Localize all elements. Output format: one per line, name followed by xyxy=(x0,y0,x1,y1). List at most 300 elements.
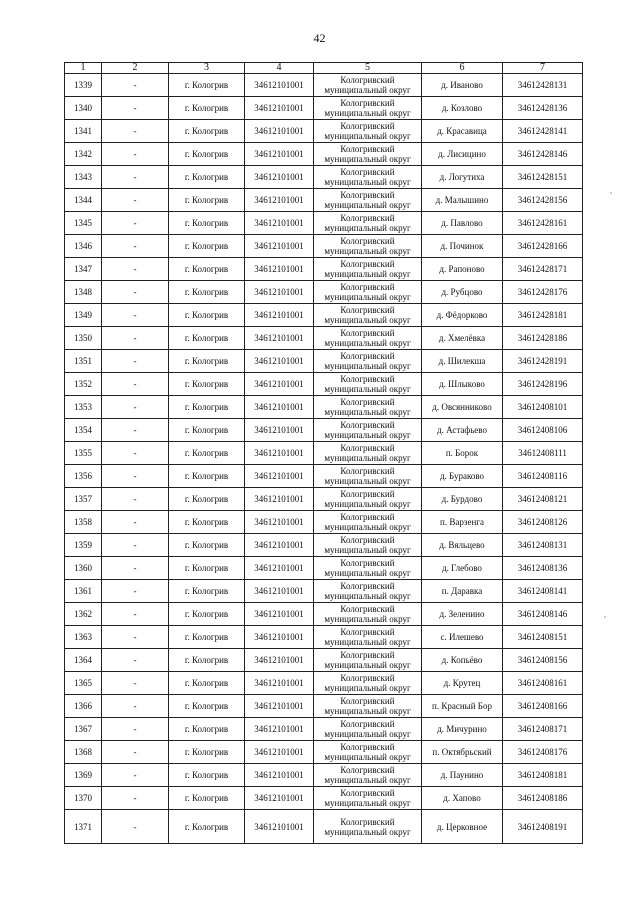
district-cell xyxy=(314,235,422,258)
row-dash: - xyxy=(102,557,169,580)
district-type: муниципальный округ xyxy=(324,108,411,118)
row-dash: - xyxy=(102,212,169,235)
district-name: Кологривский xyxy=(340,121,395,131)
code-cell: 34612101001 xyxy=(245,281,314,304)
table-row xyxy=(65,304,583,327)
settlement-cell: д. Лисицино xyxy=(422,143,503,166)
settlement-cell: д. Овсянниково xyxy=(422,396,503,419)
row-dash: - xyxy=(102,304,169,327)
row-number: 1341 xyxy=(65,120,102,143)
okato-cell: 34612408141 xyxy=(503,580,583,603)
city-cell: г. Кологрив xyxy=(169,488,245,511)
code-cell: 34612101001 xyxy=(245,419,314,442)
row-dash: - xyxy=(102,189,169,212)
district-name: Кологривский xyxy=(340,236,395,246)
city-cell: г. Кологрив xyxy=(169,327,245,350)
row-number: 1350 xyxy=(65,327,102,350)
row-number: 1370 xyxy=(65,787,102,810)
city-cell: г. Кологрив xyxy=(169,97,245,120)
table-row xyxy=(65,764,583,787)
table-row xyxy=(65,258,583,281)
district-type: муниципальный округ xyxy=(324,315,411,325)
row-number: 1339 xyxy=(65,74,102,97)
row-number: 1340 xyxy=(65,97,102,120)
row-dash: - xyxy=(102,511,169,534)
district-cell xyxy=(314,787,422,810)
okato-cell: 34612408181 xyxy=(503,764,583,787)
row-dash: - xyxy=(102,166,169,189)
district-name: Кологривский xyxy=(340,75,395,85)
table-row xyxy=(65,718,583,741)
okato-cell: 34612408126 xyxy=(503,511,583,534)
row-dash: - xyxy=(102,695,169,718)
district-cell xyxy=(314,672,422,695)
row-number: 1346 xyxy=(65,235,102,258)
header-row xyxy=(65,63,583,74)
settlement-cell: д. Зеленино xyxy=(422,603,503,626)
district-type: муниципальный округ xyxy=(324,499,411,509)
district-cell xyxy=(314,281,422,304)
code-cell: 34612101001 xyxy=(245,603,314,626)
code-cell: 34612101001 xyxy=(245,327,314,350)
district-cell xyxy=(314,189,422,212)
settlement-cell: д. Фёдорково xyxy=(422,304,503,327)
district-name: Кологривский xyxy=(340,98,395,108)
settlement-cell: д. Бурдово xyxy=(422,488,503,511)
city-cell: г. Кологрив xyxy=(169,603,245,626)
settlement-cell: д. Астафьево xyxy=(422,419,503,442)
column-header: 5 xyxy=(314,63,422,74)
district-type: муниципальный округ xyxy=(324,522,411,532)
district-type: муниципальный округ xyxy=(324,131,411,141)
code-cell: 34612101001 xyxy=(245,189,314,212)
row-number: 1369 xyxy=(65,764,102,787)
column-header: 3 xyxy=(169,63,245,74)
table-row xyxy=(65,74,583,97)
district-name: Кологривский xyxy=(340,788,395,798)
district-name: Кологривский xyxy=(340,328,395,338)
settlement-cell: д. Логутиха xyxy=(422,166,503,189)
district-type: муниципальный округ xyxy=(324,591,411,601)
okato-cell: 34612408121 xyxy=(503,488,583,511)
table-row xyxy=(65,143,583,166)
district-type: муниципальный округ xyxy=(324,200,411,210)
row-dash: - xyxy=(102,281,169,304)
city-cell: г. Кологрив xyxy=(169,718,245,741)
okato-cell: 34612428191 xyxy=(503,350,583,373)
row-number: 1353 xyxy=(65,396,102,419)
table-row xyxy=(65,419,583,442)
district-cell xyxy=(314,511,422,534)
district-name: Кологривский xyxy=(340,558,395,568)
okato-cell: 34612428171 xyxy=(503,258,583,281)
city-cell: г. Кологрив xyxy=(169,764,245,787)
code-cell: 34612101001 xyxy=(245,488,314,511)
okato-cell: 34612428146 xyxy=(503,143,583,166)
row-number: 1360 xyxy=(65,557,102,580)
city-cell: г. Кологрив xyxy=(169,511,245,534)
city-cell: г. Кологрив xyxy=(169,304,245,327)
code-cell: 34612101001 xyxy=(245,626,314,649)
settlement-cell: д. Павлово xyxy=(422,212,503,235)
row-number: 1345 xyxy=(65,212,102,235)
row-dash: - xyxy=(102,580,169,603)
code-cell: 34612101001 xyxy=(245,718,314,741)
row-dash: - xyxy=(102,258,169,281)
table-row xyxy=(65,212,583,235)
settlement-cell: п. Борок xyxy=(422,442,503,465)
table-row xyxy=(65,327,583,350)
settlement-cell: д. Церковное xyxy=(422,810,503,844)
district-cell xyxy=(314,626,422,649)
table-row xyxy=(65,511,583,534)
page-number: 42 xyxy=(313,31,326,45)
district-name: Кологривский xyxy=(340,420,395,430)
district-cell xyxy=(314,741,422,764)
okato-cell: 34612408171 xyxy=(503,718,583,741)
district-type: муниципальный округ xyxy=(324,545,411,555)
district-cell xyxy=(314,649,422,672)
table-row xyxy=(65,189,583,212)
settlement-cell: д. Шлыково xyxy=(422,373,503,396)
okato-cell: 34612428141 xyxy=(503,120,583,143)
settlement-cell: д. Хапово xyxy=(422,787,503,810)
row-number: 1356 xyxy=(65,465,102,488)
row-number: 1363 xyxy=(65,626,102,649)
code-cell: 34612101001 xyxy=(245,166,314,189)
city-cell: г. Кологрив xyxy=(169,649,245,672)
row-dash: - xyxy=(102,350,169,373)
row-dash: - xyxy=(102,442,169,465)
row-number: 1365 xyxy=(65,672,102,695)
city-cell: г. Кологрив xyxy=(169,396,245,419)
table-row xyxy=(65,235,583,258)
table-row xyxy=(65,695,583,718)
settlement-cell: д. Глебово xyxy=(422,557,503,580)
district-cell xyxy=(314,580,422,603)
row-number: 1361 xyxy=(65,580,102,603)
table-row xyxy=(65,649,583,672)
city-cell: г. Кологрив xyxy=(169,741,245,764)
city-cell: г. Кологрив xyxy=(169,672,245,695)
city-cell: г. Кологрив xyxy=(169,557,245,580)
code-cell: 34612101001 xyxy=(245,442,314,465)
district-type: муниципальный округ xyxy=(324,223,411,233)
district-name: Кологривский xyxy=(340,443,395,453)
district-type: муниципальный округ xyxy=(324,384,411,394)
okato-cell: 34612408151 xyxy=(503,626,583,649)
row-dash: - xyxy=(102,649,169,672)
settlement-cell: д. Бураково xyxy=(422,465,503,488)
row-dash: - xyxy=(102,672,169,695)
code-cell: 34612101001 xyxy=(245,764,314,787)
city-cell: г. Кологрив xyxy=(169,350,245,373)
district-name: Кологривский xyxy=(340,673,395,683)
district-type: муниципальный округ xyxy=(324,683,411,693)
code-cell: 34612101001 xyxy=(245,810,314,844)
okato-cell: 34612428186 xyxy=(503,327,583,350)
code-cell: 34612101001 xyxy=(245,143,314,166)
city-cell: г. Кологрив xyxy=(169,580,245,603)
okato-cell: 34612428156 xyxy=(503,189,583,212)
row-number: 1343 xyxy=(65,166,102,189)
row-dash: - xyxy=(102,235,169,258)
district-type: муниципальный округ xyxy=(324,154,411,164)
okato-cell: 34612408161 xyxy=(503,672,583,695)
district-name: Кологривский xyxy=(340,282,395,292)
row-number: 1358 xyxy=(65,511,102,534)
table-row xyxy=(65,603,583,626)
district-type: муниципальный округ xyxy=(324,798,411,808)
district-cell xyxy=(314,557,422,580)
row-dash: - xyxy=(102,810,169,844)
district-name: Кологривский xyxy=(340,190,395,200)
district-name: Кологривский xyxy=(340,604,395,614)
district-name: Кологривский xyxy=(340,374,395,384)
okato-cell: 34612408136 xyxy=(503,557,583,580)
row-dash: - xyxy=(102,373,169,396)
district-cell xyxy=(314,97,422,120)
city-cell: г. Кологрив xyxy=(169,235,245,258)
row-number: 1342 xyxy=(65,143,102,166)
okato-cell: 34612408146 xyxy=(503,603,583,626)
settlement-cell: д. Шилекша xyxy=(422,350,503,373)
district-name: Кологривский xyxy=(340,742,395,752)
code-cell: 34612101001 xyxy=(245,695,314,718)
row-dash: - xyxy=(102,120,169,143)
district-cell xyxy=(314,327,422,350)
row-number: 1367 xyxy=(65,718,102,741)
row-number: 1371 xyxy=(65,810,102,844)
city-cell: г. Кологрив xyxy=(169,258,245,281)
row-number: 1351 xyxy=(65,350,102,373)
row-number: 1344 xyxy=(65,189,102,212)
okato-cell: 34612428161 xyxy=(503,212,583,235)
table-row xyxy=(65,672,583,695)
code-cell: 34612101001 xyxy=(245,787,314,810)
okato-cell: 34612428176 xyxy=(503,281,583,304)
district-cell xyxy=(314,603,422,626)
district-name: Кологривский xyxy=(340,627,395,637)
district-type: муниципальный округ xyxy=(324,177,411,187)
row-number: 1362 xyxy=(65,603,102,626)
district-cell xyxy=(314,212,422,235)
district-type: муниципальный округ xyxy=(324,292,411,302)
code-cell: 34612101001 xyxy=(245,258,314,281)
code-cell: 34612101001 xyxy=(245,212,314,235)
okato-cell: 34612408106 xyxy=(503,419,583,442)
row-dash: - xyxy=(102,419,169,442)
settlements-table xyxy=(64,62,583,844)
row-dash: - xyxy=(102,764,169,787)
okato-cell: 34612428196 xyxy=(503,373,583,396)
settlement-cell: п. Даравка xyxy=(422,580,503,603)
district-type: муниципальный округ xyxy=(324,453,411,463)
row-number: 1349 xyxy=(65,304,102,327)
row-dash: - xyxy=(102,143,169,166)
district-name: Кологривский xyxy=(340,719,395,729)
city-cell: г. Кологрив xyxy=(169,143,245,166)
code-cell: 34612101001 xyxy=(245,396,314,419)
city-cell: г. Кологрив xyxy=(169,442,245,465)
district-type: муниципальный округ xyxy=(324,361,411,371)
code-cell: 34612101001 xyxy=(245,672,314,695)
row-number: 1347 xyxy=(65,258,102,281)
district-cell xyxy=(314,419,422,442)
row-number: 1357 xyxy=(65,488,102,511)
settlement-cell: д. Красавица xyxy=(422,120,503,143)
settlement-cell: п. Красный Бор xyxy=(422,695,503,718)
district-type: муниципальный округ xyxy=(324,407,411,417)
row-number: 1359 xyxy=(65,534,102,557)
district-cell xyxy=(314,465,422,488)
settlement-cell: д. Копьёво xyxy=(422,649,503,672)
table-row xyxy=(65,97,583,120)
district-name: Кологривский xyxy=(340,489,395,499)
district-type: муниципальный округ xyxy=(324,85,411,95)
district-cell xyxy=(314,534,422,557)
okato-cell: 34612428131 xyxy=(503,74,583,97)
district-cell xyxy=(314,396,422,419)
settlement-cell: д. Малышино xyxy=(422,189,503,212)
settlement-cell: п. Октябрьский xyxy=(422,741,503,764)
okato-cell: 34612408111 xyxy=(503,442,583,465)
code-cell: 34612101001 xyxy=(245,511,314,534)
code-cell: 34612101001 xyxy=(245,304,314,327)
city-cell: г. Кологрив xyxy=(169,120,245,143)
district-cell xyxy=(314,810,422,844)
row-dash: - xyxy=(102,718,169,741)
city-cell: г. Кологрив xyxy=(169,534,245,557)
row-dash: - xyxy=(102,327,169,350)
table-row xyxy=(65,626,583,649)
table-row xyxy=(65,373,583,396)
district-cell xyxy=(314,488,422,511)
row-dash: - xyxy=(102,741,169,764)
settlement-cell: с. Илешево xyxy=(422,626,503,649)
okato-cell: 34612408101 xyxy=(503,396,583,419)
table-row xyxy=(65,281,583,304)
city-cell: г. Кологрив xyxy=(169,787,245,810)
table-row xyxy=(65,534,583,557)
row-number: 1368 xyxy=(65,741,102,764)
city-cell: г. Кологрив xyxy=(169,281,245,304)
district-name: Кологривский xyxy=(340,259,395,269)
district-name: Кологривский xyxy=(340,305,395,315)
district-name: Кологривский xyxy=(340,816,395,827)
table-row xyxy=(65,557,583,580)
district-type: муниципальный округ xyxy=(324,660,411,670)
settlement-cell: д. Хмелёвка xyxy=(422,327,503,350)
row-number: 1364 xyxy=(65,649,102,672)
district-type: муниципальный округ xyxy=(324,246,411,256)
table-row xyxy=(65,120,583,143)
district-type: муниципальный округ xyxy=(324,706,411,716)
city-cell: г. Кологрив xyxy=(169,212,245,235)
row-dash: - xyxy=(102,465,169,488)
district-cell xyxy=(314,304,422,327)
row-dash: - xyxy=(102,787,169,810)
table-row xyxy=(65,741,583,764)
city-cell: г. Кологрив xyxy=(169,810,245,844)
okato-cell: 34612408176 xyxy=(503,741,583,764)
row-dash: - xyxy=(102,534,169,557)
code-cell: 34612101001 xyxy=(245,580,314,603)
table-row xyxy=(65,166,583,189)
settlement-cell: д. Вяльцево xyxy=(422,534,503,557)
okato-cell: 34612408131 xyxy=(503,534,583,557)
district-name: Кологривский xyxy=(340,581,395,591)
okato-cell: 34612408156 xyxy=(503,649,583,672)
city-cell: г. Кологрив xyxy=(169,74,245,97)
table-row xyxy=(65,810,583,844)
code-cell: 34612101001 xyxy=(245,534,314,557)
district-type: муниципальный округ xyxy=(324,637,411,647)
okato-cell: 34612428136 xyxy=(503,97,583,120)
district-cell xyxy=(314,166,422,189)
code-cell: 34612101001 xyxy=(245,74,314,97)
district-cell xyxy=(314,120,422,143)
district-name: Кологривский xyxy=(340,650,395,660)
column-header: 2 xyxy=(102,63,169,74)
row-dash: - xyxy=(102,97,169,120)
okato-cell: 34612428151 xyxy=(503,166,583,189)
district-cell xyxy=(314,718,422,741)
district-name: Кологривский xyxy=(340,167,395,177)
district-type: муниципальный округ xyxy=(324,729,411,739)
code-cell: 34612101001 xyxy=(245,97,314,120)
district-cell xyxy=(314,442,422,465)
settlement-cell: д. Рапоново xyxy=(422,258,503,281)
district-name: Кологривский xyxy=(340,512,395,522)
scan-speck xyxy=(610,192,612,194)
code-cell: 34612101001 xyxy=(245,649,314,672)
code-cell: 34612101001 xyxy=(245,120,314,143)
district-cell xyxy=(314,143,422,166)
district-type: муниципальный округ xyxy=(324,430,411,440)
district-cell xyxy=(314,695,422,718)
district-type: муниципальный округ xyxy=(324,614,411,624)
city-cell: г. Кологрив xyxy=(169,695,245,718)
okato-cell: 34612408186 xyxy=(503,787,583,810)
district-name: Кологривский xyxy=(340,466,395,476)
okato-cell: 34612428166 xyxy=(503,235,583,258)
column-header: 7 xyxy=(503,63,583,74)
district-type: муниципальный округ xyxy=(324,752,411,762)
row-dash: - xyxy=(102,488,169,511)
city-cell: г. Кологрив xyxy=(169,373,245,396)
row-number: 1366 xyxy=(65,695,102,718)
city-cell: г. Кологрив xyxy=(169,166,245,189)
column-header: 1 xyxy=(65,63,102,74)
table-row xyxy=(65,787,583,810)
district-cell xyxy=(314,258,422,281)
district-name: Кологривский xyxy=(340,696,395,706)
row-dash: - xyxy=(102,396,169,419)
district-cell xyxy=(314,764,422,787)
district-name: Кологривский xyxy=(340,144,395,154)
code-cell: 34612101001 xyxy=(245,373,314,396)
district-cell xyxy=(314,350,422,373)
okato-cell: 34612408166 xyxy=(503,695,583,718)
row-number: 1352 xyxy=(65,373,102,396)
settlement-cell: д. Мичурино xyxy=(422,718,503,741)
code-cell: 34612101001 xyxy=(245,235,314,258)
table-row xyxy=(65,580,583,603)
code-cell: 34612101001 xyxy=(245,741,314,764)
district-name: Кологривский xyxy=(340,535,395,545)
settlement-cell: д. Козлово xyxy=(422,97,503,120)
